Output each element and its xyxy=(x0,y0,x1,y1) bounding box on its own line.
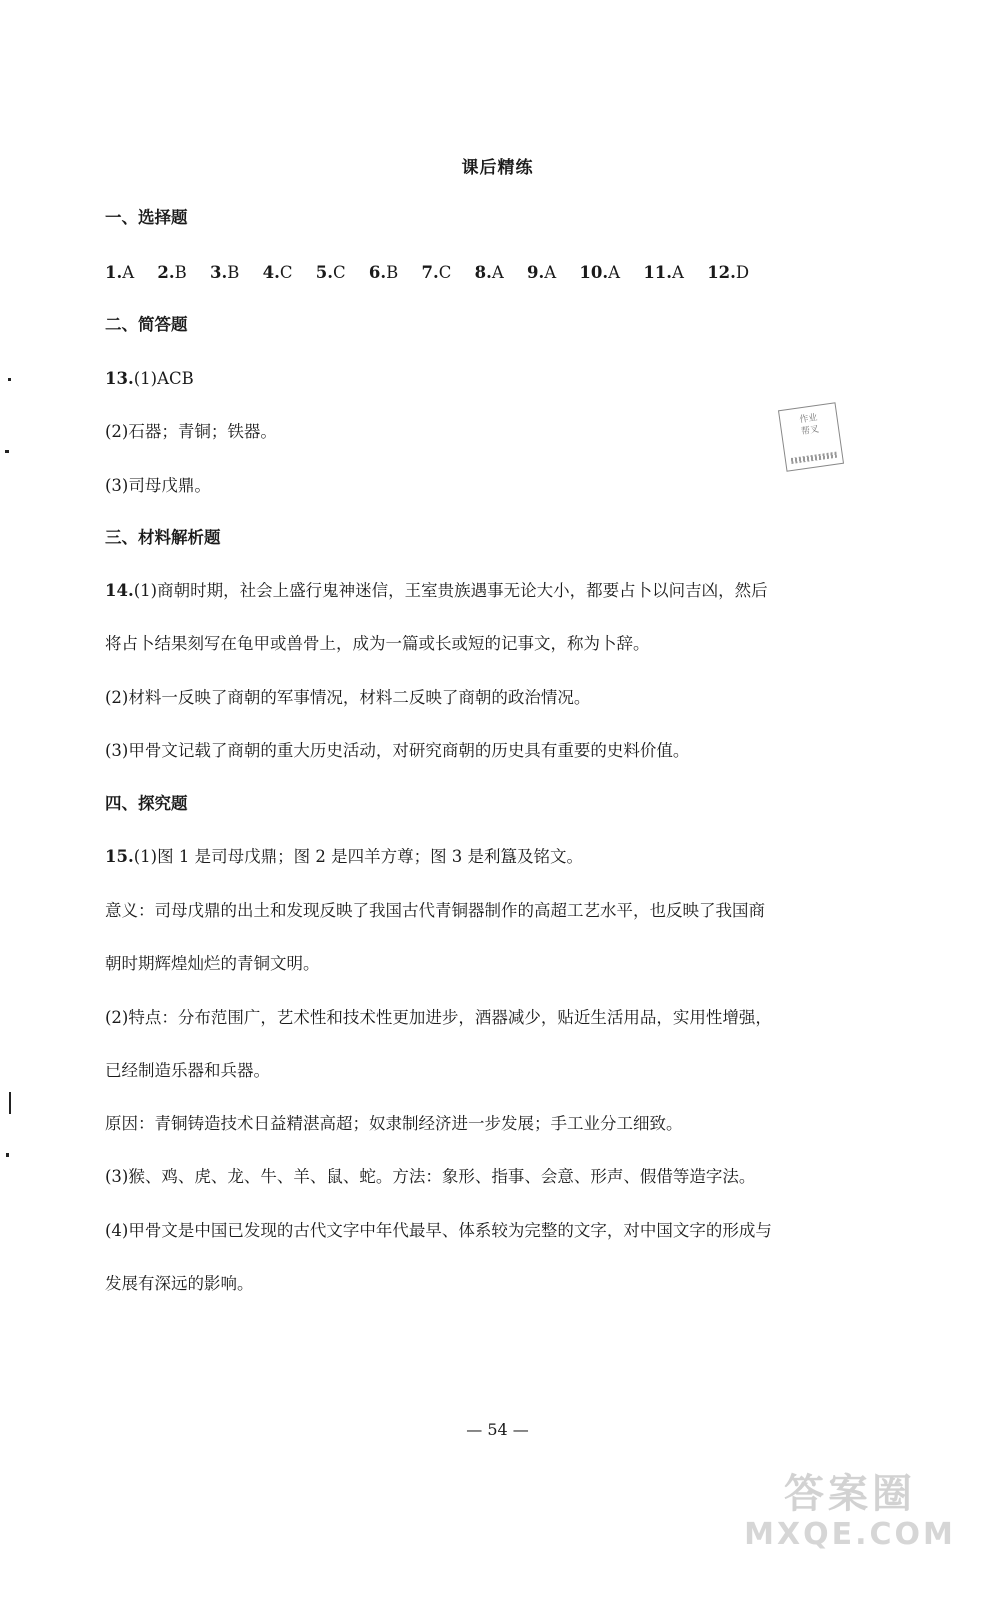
section-heading-choice: 一、选择题 xyxy=(105,208,188,227)
q14-part3: (3)甲骨文记载了商朝的重大历史活动，对研究商朝的历史具有重要的史料价值。 xyxy=(105,741,690,760)
answer-item: 3.B xyxy=(210,263,240,282)
q15-part2-line1: (2)特点：分布范围广，艺术性和技术性更加进步，酒器减少，贴近生活用品，实用性增强， xyxy=(105,1008,772,1027)
q15-meaning-line1: 意义：司母戊鼎的出土和发现反映了我国古代青铜器制作的高超工艺水平，也反映了我国商 xyxy=(105,901,765,920)
answer-item: 5.C xyxy=(315,263,346,282)
watermark-logo: 答案圈 MXQE.COM xyxy=(744,1471,956,1552)
margin-mark xyxy=(9,1092,11,1114)
answer-item: 9.A xyxy=(527,263,557,282)
q13-part1: 13.(1)ACB xyxy=(105,369,194,388)
section-heading-inquiry: 四、探究题 xyxy=(105,794,188,813)
q15-part4-line2: 发展有深远的影响。 xyxy=(105,1274,254,1293)
answer-item: 1.A xyxy=(105,263,135,282)
q13-part2: (2)石器；青铜；铁器。 xyxy=(105,422,277,441)
q13-part3: (3)司母戊鼎。 xyxy=(105,476,211,495)
answer-item: 11.A xyxy=(643,263,684,282)
q15-meaning-line2: 朝时期辉煌灿烂的青铜文明。 xyxy=(105,954,320,973)
answer-item: 8.A xyxy=(474,263,504,282)
q15-reason: 原因：青铜铸造技术日益精湛高超；奴隶制经济进一步发展；手工业分工细致。 xyxy=(105,1114,683,1133)
q15-part2-line2: 已经制造乐器和兵器。 xyxy=(105,1061,270,1080)
answer-item: 6.B xyxy=(368,263,399,282)
section-heading-short-answer: 二、简答题 xyxy=(105,315,188,334)
q15-part3: (3)猴、鸡、虎、龙、牛、羊、鼠、蛇。方法：象形、指事、会意、形声、假借等造字法。 xyxy=(105,1167,756,1186)
answer-item: 10.A xyxy=(579,263,621,282)
section-heading-material: 三、材料解析题 xyxy=(105,528,221,547)
q14-part1-line2: 将占卜结果刻写在龟甲或兽骨上，成为一篇或长或短的记事文，称为卜辞。 xyxy=(105,634,650,653)
q15-part4-line1: (4)甲骨文是中国已发现的古代文字中年代最早、体系较为完整的文字，对中国文字的形成与 xyxy=(105,1221,772,1240)
answer-item: 7.C xyxy=(421,263,452,282)
page-number: — 54 — xyxy=(466,1420,529,1439)
q14-part2: (2)材料一反映了商朝的军事情况，材料二反映了商朝的政治情况。 xyxy=(105,688,591,707)
answer-item: 2.B xyxy=(157,263,187,282)
page-title: 课后精练 xyxy=(461,158,534,178)
q15-part1: 15.(1)图 1 是司母戊鼎；图 2 是四羊方尊；图 3 是利簋及铭文。 xyxy=(105,847,584,866)
margin-mark xyxy=(8,378,11,381)
choice-answers xyxy=(105,261,767,285)
stamp-logo: 作业 帮叉 xyxy=(778,402,844,471)
answer-item: 4.C xyxy=(262,263,293,282)
answer-item: 12.D xyxy=(707,263,750,282)
margin-mark xyxy=(6,1153,9,1157)
margin-mark xyxy=(5,450,9,453)
q14-part1-line1: 14.(1)商朝时期，社会上盛行鬼神迷信，王室贵族遇事无论大小，都要占卜以问吉凶，然后 xyxy=(105,581,768,600)
